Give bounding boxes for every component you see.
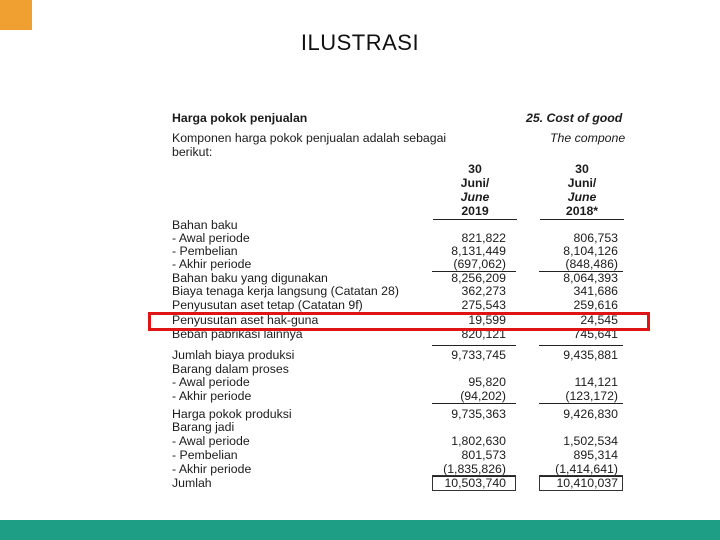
row-label: Bahan baku bbox=[172, 218, 238, 232]
subtotal-line bbox=[539, 345, 623, 346]
row-label: - Pembelian bbox=[172, 448, 238, 462]
col1-year: 2019 bbox=[461, 204, 489, 218]
row-label: - Akhir periode bbox=[172, 257, 252, 271]
row-value-2018: 745,641 bbox=[573, 327, 618, 341]
row-label: Barang dalam proses bbox=[172, 362, 289, 376]
section-heading: Harga pokok penjualan bbox=[172, 111, 308, 125]
row-label: Jumlah biaya produksi bbox=[172, 348, 295, 362]
row-value-2019: 275,543 bbox=[461, 298, 506, 312]
col1-header-underline bbox=[433, 219, 517, 220]
row-label: Penyusutan aset hak-guna bbox=[172, 313, 319, 327]
row-label: - Akhir periode bbox=[172, 389, 252, 403]
row-value-2018: 8,104,126 bbox=[563, 244, 618, 258]
col1-month: Juni/ bbox=[460, 176, 490, 190]
row-value-2019: 1,802,630 bbox=[451, 434, 506, 448]
row-value-2018: (848,486) bbox=[565, 257, 618, 271]
col2-header-underline bbox=[540, 219, 624, 220]
subtotal-line bbox=[432, 345, 516, 346]
intro-text-line1: Komponen harga pokok penjualan adalah sebagai bbox=[172, 131, 447, 145]
row-value-2018: 24,545 bbox=[580, 313, 618, 327]
row-value-2018: 259,616 bbox=[573, 298, 618, 312]
row-value-2018: 9,426,830 bbox=[563, 407, 618, 421]
row-value-2018: 806,753 bbox=[573, 231, 618, 245]
slide-title: ILUSTRASI bbox=[300, 30, 420, 55]
row-value-2019: 362,273 bbox=[461, 284, 506, 298]
subtotal-line bbox=[539, 403, 623, 404]
row-value-2019: 801,573 bbox=[461, 448, 506, 462]
col1-month-english: June bbox=[460, 190, 490, 204]
row-value-2019: 9,733,745 bbox=[451, 348, 506, 362]
highlight-box bbox=[148, 312, 650, 331]
row-label: - Awal periode bbox=[172, 434, 250, 448]
section-heading-english: 25. Cost of good bbox=[526, 111, 623, 125]
footer-bar bbox=[0, 520, 720, 540]
row-label: Beban pabrikasi lainnya bbox=[172, 327, 303, 341]
row-value-2019: (697,062) bbox=[453, 257, 506, 271]
row-value-2018: 114,121 bbox=[574, 375, 618, 389]
row-value-2019: 821,822 bbox=[461, 231, 506, 245]
row-value-2018: 341,686 bbox=[573, 284, 618, 298]
row-value-2019: 10,503,740 bbox=[444, 476, 506, 490]
col2-month: Juni/ bbox=[567, 176, 597, 190]
row-value-2019: 820,121 bbox=[461, 327, 506, 341]
row-label: - Awal periode bbox=[172, 231, 250, 245]
intro-text-line2: berikut: bbox=[172, 145, 213, 159]
intro-text-english: The compone bbox=[550, 131, 626, 145]
row-value-2018: 10,410,037 bbox=[556, 476, 618, 490]
financial-statement-excerpt bbox=[150, 104, 650, 496]
subtotal-line bbox=[432, 403, 516, 404]
row-value-2018: (123,172) bbox=[565, 389, 618, 403]
col2-month-english: June bbox=[567, 190, 597, 204]
row-value-2019: 19,599 bbox=[468, 313, 506, 327]
row-label: Jumlah bbox=[172, 476, 212, 490]
row-label: Bahan baku yang digunakan bbox=[172, 271, 328, 285]
row-value-2019: (1,835,826) bbox=[443, 462, 506, 476]
row-value-2018: 8,064,393 bbox=[563, 271, 618, 285]
row-label: Harga pokok produksi bbox=[172, 407, 292, 421]
row-value-2019: 9,735,363 bbox=[451, 407, 506, 421]
row-value-2018: (1,414,641) bbox=[555, 462, 618, 476]
row-value-2019: 95,820 bbox=[468, 375, 506, 389]
row-value-2018: 895,314 bbox=[573, 448, 618, 462]
row-label: - Pembelian bbox=[172, 244, 238, 258]
col2-day: 30 bbox=[575, 162, 589, 176]
row-value-2019: 8,256,209 bbox=[451, 271, 506, 285]
col1-day: 30 bbox=[468, 162, 482, 176]
row-label: - Akhir periode bbox=[172, 462, 252, 476]
row-label: Barang jadi bbox=[172, 420, 235, 434]
row-value-2018: 1,502,534 bbox=[563, 434, 618, 448]
row-value-2019: 8,131,449 bbox=[451, 244, 506, 258]
col2-year: 2018* bbox=[565, 204, 599, 218]
row-label: Biaya tenaga kerja langsung (Catatan 28) bbox=[172, 284, 399, 298]
row-value-2019: (94,202) bbox=[460, 389, 506, 403]
row-label: - Awal periode bbox=[172, 375, 250, 389]
row-label: Penyusutan aset tetap (Catatan 9f) bbox=[172, 298, 363, 312]
accent-square bbox=[0, 0, 32, 30]
row-value-2018: 9,435,881 bbox=[563, 348, 618, 362]
